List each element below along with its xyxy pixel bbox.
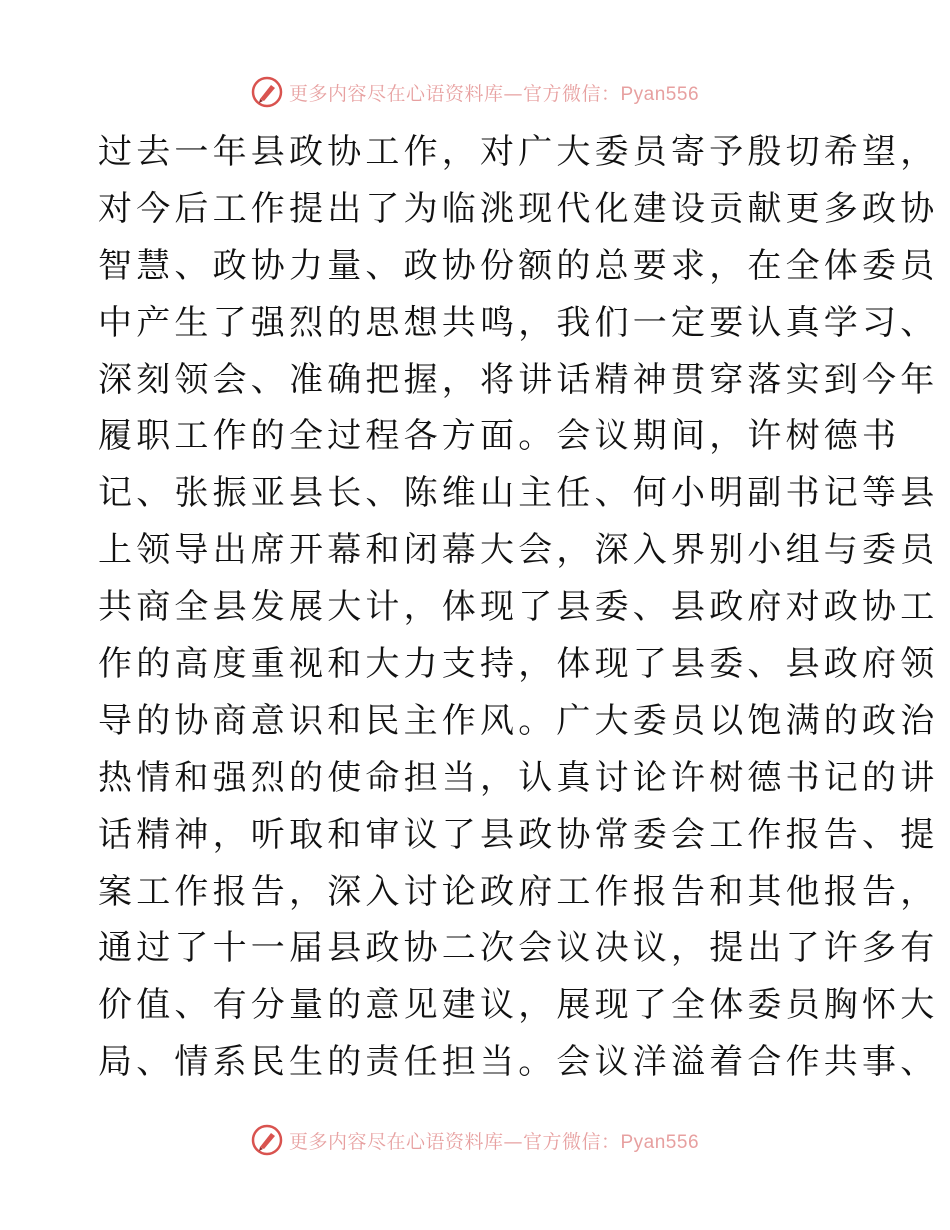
- text-line: 局、情系民生的责任担当。会议洋溢着合作共事、: [98, 1042, 939, 1083]
- pen-logo-icon: [251, 1124, 283, 1156]
- text-line: 深刻领会、准确把握，将讲话精神贯穿落实到今年: [98, 359, 939, 400]
- text-line: 话精神，听取和审议了县政协常委会工作报告、提: [98, 814, 939, 855]
- text-line: 价值、有分量的意见建议，展现了全体委员胸怀大: [98, 985, 939, 1026]
- text-line: 智慧、政协力量、政协份额的总要求，在全体委员: [98, 245, 939, 286]
- text-line: 案工作报告，深入讨论政府工作报告和其他报告，: [98, 871, 939, 912]
- text-line: 上领导出席开幕和闭幕大会，深入界别小组与委员: [98, 530, 939, 571]
- text-line: 热情和强烈的使命担当，认真讨论许树德书记的讲: [98, 757, 939, 798]
- text-line: 通过了十一届县政协二次会议决议，提出了许多有: [98, 928, 939, 969]
- text-line: 过去一年县政协工作，对广大委员寄予殷切希望，: [98, 132, 939, 172]
- text-line: 对今后工作提出了为临洮现代化建设贡献更多政协: [98, 188, 939, 229]
- watermark-text: 更多内容尽在心语资料库—官方微信：Pyan556: [288, 1130, 700, 1153]
- pen-logo-icon: [251, 76, 283, 108]
- text-line: 共商全县发展大计，体现了县委、县政府对政协工: [98, 587, 939, 628]
- text-line: 记、张振亚县长、陈维山主任、何小明副书记等县: [98, 473, 939, 514]
- document-body: [98, 124, 939, 1091]
- header-watermark: [0, 72, 950, 112]
- watermark-text: 更多内容尽在心语资料库—官方微信：Pyan556: [288, 82, 700, 105]
- text-line: 导的协商意识和民主作风。广大委员以饱满的政治: [98, 700, 939, 741]
- text-line: 中产生了强烈的思想共鸣，我们一定要认真学习、: [98, 302, 939, 343]
- text-line: 履职工作的全过程各方面。会议期间，许树德书: [98, 416, 901, 457]
- footer-watermark: [0, 1120, 950, 1160]
- text-line: 作的高度重视和大力支持，体现了县委、县政府领: [98, 644, 939, 685]
